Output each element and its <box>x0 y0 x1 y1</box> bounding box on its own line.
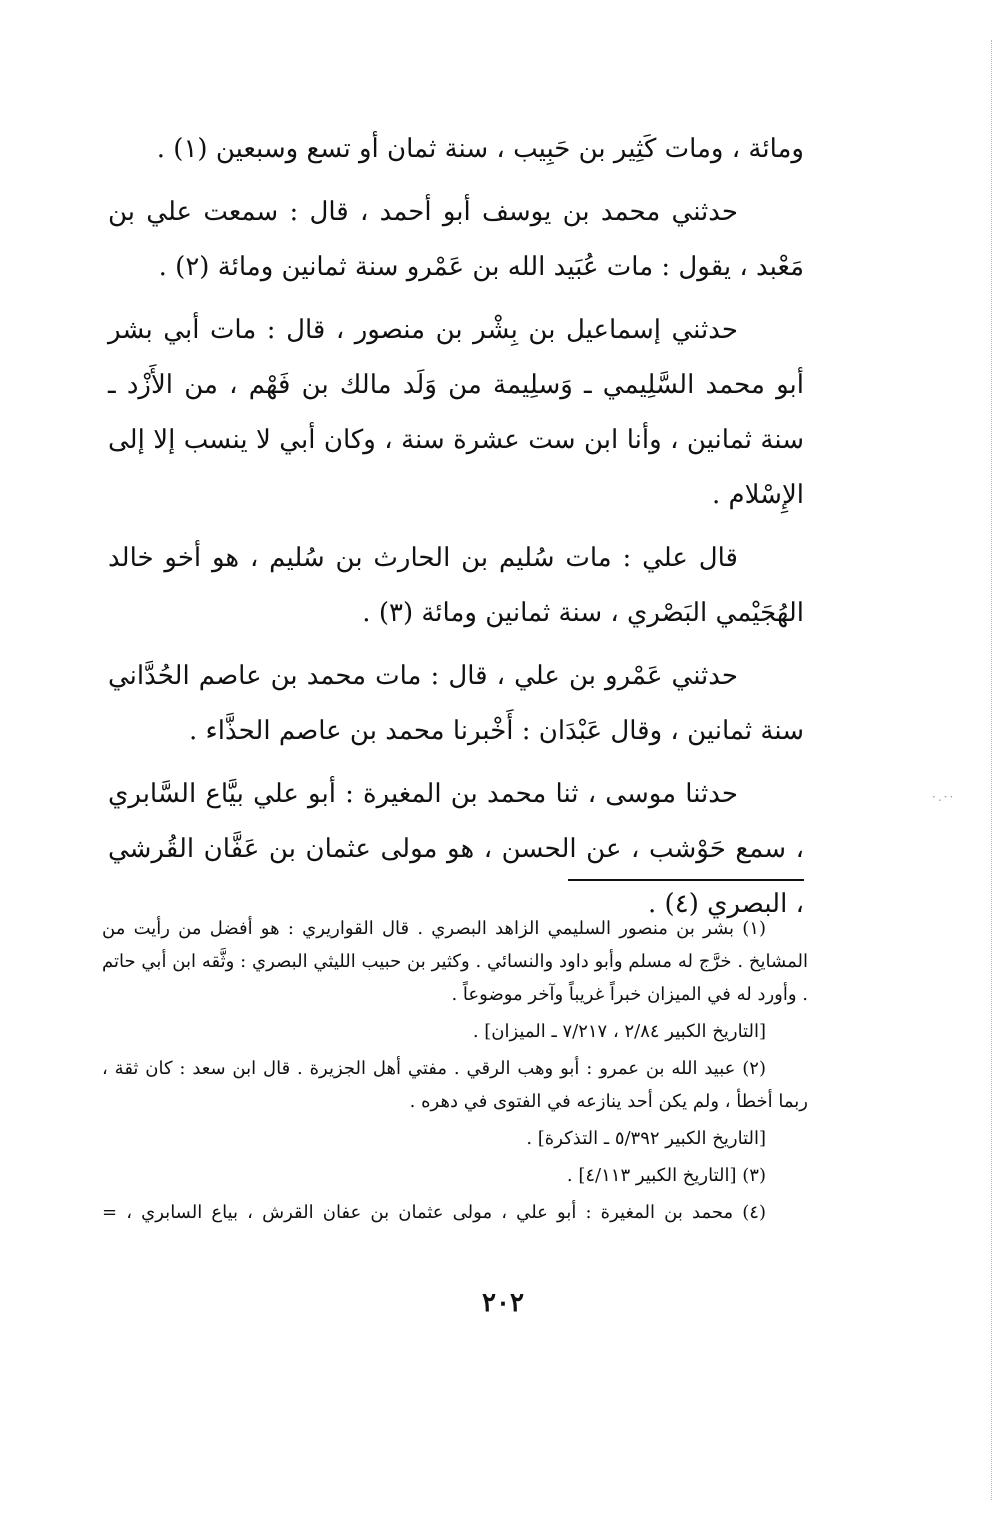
paragraph-continuation: ومائة ، ومات كَثِير بن حَبِيب ، سنة ثمان أو تسع وسبعين (١) . <box>156 134 804 164</box>
margin-scan-mark: ·.·· <box>932 790 956 804</box>
paragraph-narration-4: حدثني عَمْرو بن علي ، قال : مات محمد بن عاصم الحُدَّاني سنة ثمانين ، وقال عَبْدَان : أَخْبرنا محمد بن عاصم الحذَّاء . <box>108 661 804 746</box>
paragraph-narration-5: حدثنا موسى ، ثنا محمد بن المغيرة : أبو علي بيَّاع السَّابري ، سمع حَوْشب ، عن الحسن ، هو مولى عثمان بن عَفَّان القُرشي ، البصري (٤) . <box>108 779 804 919</box>
footnote-2: (٢) عبيد الله بن عمرو : أبو وهب الرقي . مفتي أهل الجزيرة . قال ابن سعد : كان ثقة ، ربما أخطأ ، ولم يكن أحد ينازعه في الفتوى في دهره . <box>102 1058 808 1112</box>
footnote-3: (٣) [التاريخ الكبير ٤/١١٣] . <box>566 1165 766 1186</box>
scan-edge-line <box>991 40 992 1500</box>
footnote-1: (١) بشر بن منصور السليمي الزاهد البصري . قال القواريري : هو أفضل من رأيت من المشايخ . خرَّج له مسلم وأبو داود والنسائي . وكثير بن حبيب الليثي البصري : وثَّقه ابن أبي حاتم . وأورد له في الميزان خبراً غريباً وآخر موضوعاً . <box>102 918 808 1005</box>
footnote-1-reference: [التاريخ الكبير ٢/٨٤ ، ٧/٢١٧ ـ الميزان] . <box>472 1021 766 1042</box>
footnote-4: (٤) محمد بن المغيرة : أبو علي ، مولى عثمان بن عفان القرش ، بياع السابري ، = <box>102 1202 766 1223</box>
paragraph-narration-1: حدثني محمد بن يوسف أبو أحمد ، قال : سمعت علي بن مَعْبد ، يقول : مات عُبَيد الله بن عَمْرو سنة ثمانين ومائة (٢) . <box>108 197 804 282</box>
paragraph-narration-3: قال علي : مات سُليم بن الحارث بن سُليم ، هو أخو خالد الهُجَيْمي البَصْري ، سنة ثمانين ومائة (٣) . <box>108 543 804 628</box>
main-text-body <box>108 122 804 940</box>
page-number: ٢٠٢ <box>482 1288 524 1318</box>
paragraph-narration-2: حدثني إسماعيل بن بِشْر بن منصور ، قال : مات أبي بشر أبو محمد السَّلِيمي ـ وَسلِيمة من وَلَد مالك بن فَهْم ، من الأَزْد ـ سنة ثمانين ، وأنا ابن ست عشرة سنة ، وكان أبي لا ينسب إلا إلى الإِسْلام . <box>108 315 804 510</box>
footnotes-section <box>102 912 808 1233</box>
footnote-2-reference: [التاريخ الكبير ٥/٣٩٢ ـ التذكرة] . <box>526 1128 766 1149</box>
footnote-separator <box>568 879 804 881</box>
